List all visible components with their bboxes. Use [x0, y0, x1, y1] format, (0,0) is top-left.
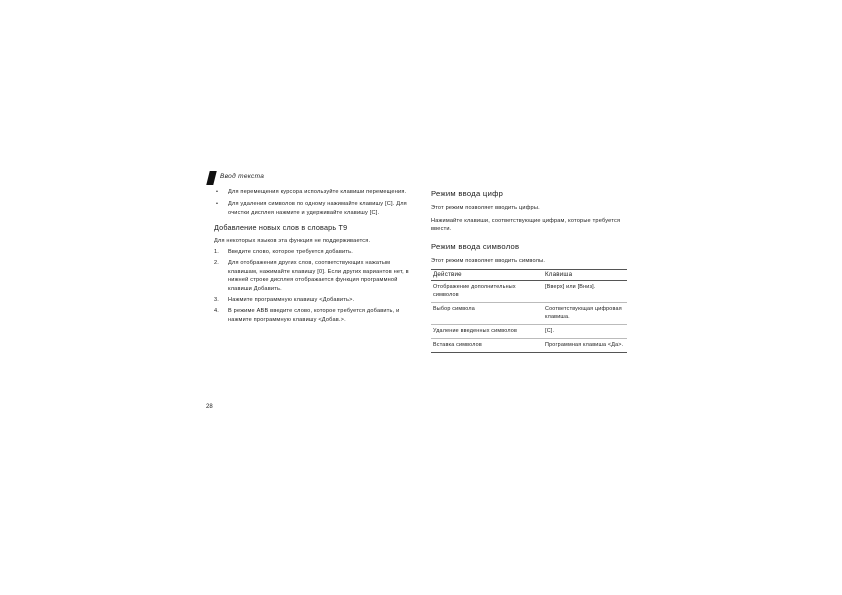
- bullet-dot-icon: •: [216, 189, 219, 195]
- table-cell-key: [C].: [543, 325, 627, 339]
- step-number: 4.: [214, 308, 220, 315]
- table-cell-action: Выбор символа: [431, 303, 543, 325]
- step-item: [214, 296, 414, 304]
- bullet-item: [214, 188, 414, 196]
- table-cell-action: Отображение дополнительных символов: [431, 281, 543, 303]
- t9-intro: Для некоторых языков эта функция не поддерживается.: [214, 237, 371, 244]
- table-row: [431, 303, 627, 325]
- section-marker-icon: [206, 171, 216, 185]
- step-text: Для отображения других слов, соответствующих нажатым клавишам, нажимайте клавишу [0]. Если других вариантов нет, в нижней строке дисплея отображается функция программной клавиши Добавить.: [228, 260, 409, 292]
- bullet-dot-icon: •: [216, 201, 219, 208]
- step-item: [214, 307, 414, 324]
- symbols-key-table: [431, 269, 627, 353]
- bullet-text: Для удаления символов по одному нажимайте клавишу [C]. Для очистки дисплея нажмите и удерживайте клавишу [C].: [228, 201, 407, 216]
- step-item: [214, 248, 414, 256]
- page-number: 28: [206, 404, 213, 410]
- bullet-text: Для перемещения курсора используйте клавиши перемещения.: [228, 189, 407, 195]
- table-row: [431, 339, 627, 353]
- table-header-row: [431, 270, 627, 281]
- table-cell-action: Удаление введенных символов: [431, 325, 543, 339]
- table-cell-key: Программная клавиша <Да>.: [543, 339, 627, 353]
- table-cell-key: Соответствующая цифровая клавиша.: [543, 303, 627, 325]
- section-header: [206, 170, 326, 186]
- step-number: 3.: [214, 297, 220, 304]
- table-row: [431, 281, 627, 303]
- step-text: В режиме ABB введите слово, которое требуется добавить, и нажмите программную клавишу <Добав.>.: [228, 308, 400, 323]
- digits-mode-desc: Этот режим позволяет вводить цифры.: [431, 205, 540, 212]
- step-number: 2.: [214, 260, 220, 267]
- bullet-item: [214, 200, 414, 217]
- left-column: [214, 188, 414, 327]
- digits-mode-instruction: Нажимайте клавиши, соответствующие цифрам, которые требуется ввести.: [431, 217, 621, 233]
- table-header-action: Действие: [431, 270, 543, 281]
- digits-mode-title: Режим ввода цифр: [431, 189, 504, 198]
- step-text: Нажмите программную клавишу <Добавить>.: [228, 297, 355, 304]
- symbols-mode-title: Режим ввода символов: [431, 241, 520, 251]
- right-column: [431, 190, 627, 353]
- step-item: [214, 259, 414, 293]
- t9-subheading: Добавление новых слов в словарь Т9: [214, 223, 348, 233]
- table-row: [431, 325, 627, 339]
- symbols-mode-desc: Этот режим позволяет вводить символы.: [431, 258, 546, 265]
- table-header-key: Клавиша: [543, 270, 627, 281]
- step-text: Введите слово, которое требуется добавить.: [228, 249, 353, 256]
- section-title: Ввод текста: [220, 173, 265, 180]
- table-cell-action: Вставка символов: [431, 339, 543, 353]
- table-cell-key: [Вверх] или [Вниз].: [543, 281, 627, 303]
- step-number: 1.: [214, 249, 220, 256]
